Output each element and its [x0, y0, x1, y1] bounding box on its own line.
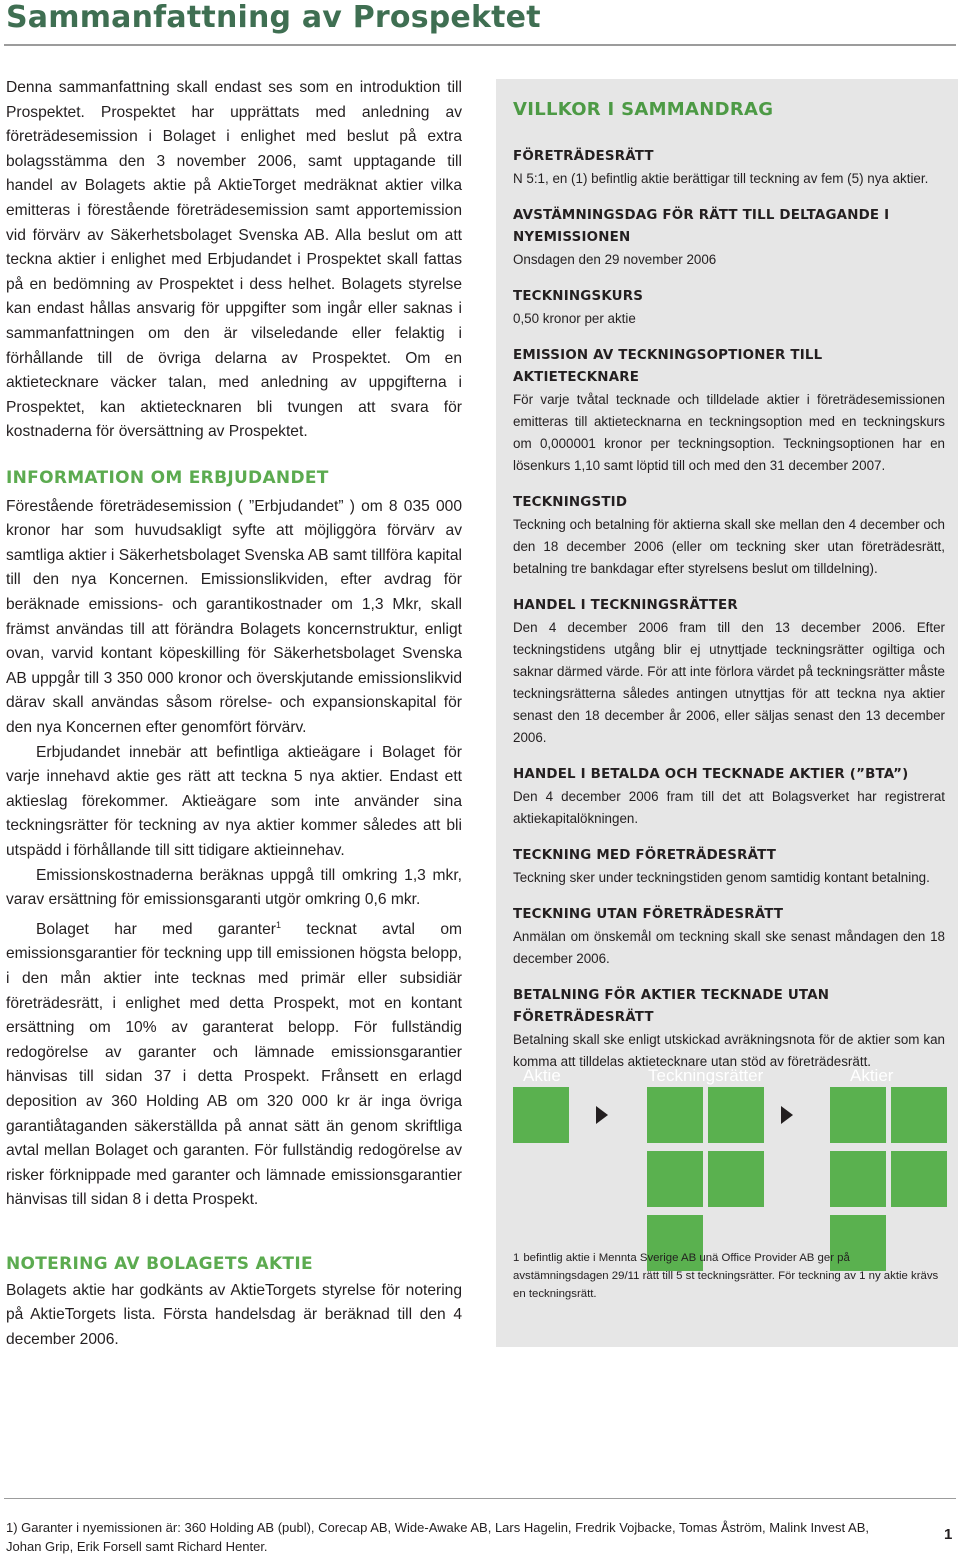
- villkor-title: VILLKOR I SAMMANDRAG: [513, 99, 774, 120]
- villkor-item-heading: HANDEL I BETALDA OCH TECKNADE AKTIER (”BTA”): [513, 767, 909, 782]
- villkor-list: [513, 146, 945, 1088]
- flow-arrow-2: [781, 1106, 793, 1124]
- flow-label-aktie: Aktie: [523, 1066, 561, 1085]
- notering-section: [6, 1252, 462, 1352]
- flow-arrow-1: [596, 1106, 608, 1124]
- flow-square-aktie: [513, 1087, 569, 1143]
- villkor-item: [513, 985, 945, 1073]
- title-divider: [4, 44, 956, 46]
- info-paragraph-3: Emissionskostnaderna beräknas uppgå till omkring 1,3 mkr, varav ersättning för emissionsgaranti utgör omkring 0,6 mkr.: [6, 866, 462, 909]
- villkor-item-text: Teckning och betalning för aktierna skall ske mellan den 4 december och den 18 december 2006 (eller om teckning sker utan företrädesrätt, betalning tre bankdagar efter styrelsens beslut om tilldelning).: [513, 517, 945, 576]
- info-p4-end: tecknat avtal om emissionsgarantier för teckning upp till emissionen högsta belopp, i den mån aktier inte tecknas med primär eller subsidiär företrädesrätt, i enlighet med detta Prospekt, mot en kontant ersättning om 10% av garanterat belopp. För fullständig redogörelse av garanter och lämnade emissionsgarantier hänvisas till sidan 37 i detta Prospekt. Frånsett en erlagd deposition av 360 Holding AB om 320 000 kr är inga övriga garantiåtaganden säkerställda på annat sätt än genom skriftliga avtal mellan Bolaget och garanten. För fullständig redogörelse av risker förknippade med garanter och lämnade emissionsgarantier hänvisas till sidan 8 i detta Prospekt.: [6, 920, 463, 1209]
- panel-footnote-text: befintlig aktie i Mennta Sverige AB unä Office Provider AB ger på avstämningsdagen 29/11 rätt till 5 st teckningsrätter. För teckning av 1 ny aktie krävs en teckningsrätt.: [513, 1252, 939, 1300]
- villkor-item-text: Den 4 december 2006 fram till det att Bolagsverket har registrerat aktiekapitalökningen.: [513, 789, 945, 826]
- villkor-item-heading: HANDEL I TECKNINGSRÄTTER: [513, 598, 738, 613]
- villkor-item-heading: FÖRETRÄDESRÄTT: [513, 149, 654, 164]
- flow-square-teckningsratt: [708, 1087, 764, 1143]
- villkor-item: [513, 492, 945, 580]
- info-paragraph-1: Förestående företrädesemission ( ”Erbjudandet” ) om 8 035 000 kronor har som huvudsakligt syfte att möjliggöra förvärv av samtliga aktier i Säkerhetsbolaget Svenska AB samt tillföra kapital till den nya Koncernen. Emissionslikviden, efter avdrag för beräknade emissions- och garantikostnader om 1,3 Mkr, skall främst användas till att förändra Bolagets koncernstruktur, enligt ovan, varvid kontant köpeskilling för Säkerhetsbolaget Svenska AB uppgår till 3 350 000 kronor och överskjutande emissionslikvid därav skall användas såsom rörelse- och expansionskapital för den nya Koncernen efter genomfört förvärv.: [6, 497, 462, 736]
- villkor-item-text: För varje tvåtal tecknade och tilldelade aktier i företrädesemissionen emitteras till aktietecknarna en teckningsoption med en teckningskurs om 0,000001 kronor per teckningsoption. Teckningsoptionen har en lösenkurs 1,10 samt löptid till och med den 31 december 2007.: [513, 392, 945, 473]
- villkor-item: [513, 595, 945, 749]
- flow-square-aktier: [891, 1087, 947, 1143]
- panel-footnote: [513, 1249, 945, 1303]
- flow-square-teckningsratt: [647, 1151, 703, 1207]
- villkor-item-heading: TECKNINGSTID: [513, 495, 628, 510]
- villkor-item-heading: TECKNINGSKURS: [513, 289, 644, 304]
- info-paragraph-2: Erbjudandet innebär att befintliga aktieägare i Bolaget för varje innehavd aktie ges rätt att teckna 5 nya aktier. Endast ett aktieslag förekommer. Aktieägare som inte använder sina teckningsrätter för teckning av nya aktier kommer således att bli utspädd i förhållande till sitt tidigare aktieinnehav.: [6, 743, 462, 859]
- footer-divider: [4, 1498, 956, 1499]
- villkor-item-text: Onsdagen den 29 november 2006: [513, 252, 717, 267]
- villkor-item: [513, 845, 945, 889]
- villkor-item: [513, 205, 945, 271]
- flow-square-aktier: [830, 1087, 886, 1143]
- panel-footnote-number: 1: [513, 1252, 520, 1264]
- villkor-item-text: 0,50 kronor per aktie: [513, 311, 636, 326]
- page-title: Sammanfattning av Prospektet: [6, 0, 541, 35]
- flow-label-aktier: Aktier: [850, 1066, 894, 1085]
- page-number: 1: [944, 1526, 953, 1543]
- villkor-item-text: N 5:1, en (1) befintlig aktie berättigar till teckning av fem (5) nya aktier.: [513, 171, 929, 186]
- page-footnote: 1) Garanter i nyemissionen är: 360 Holding AB (publ), Corecap AB, Wide-Awake AB, Lars Hagelin, Fredrik Vojbacke, Tomas Åström, Malink Invest AB, Johan Grip, Erik Forsell samt Richard Henter.: [6, 1520, 869, 1554]
- intro-section: [6, 76, 462, 445]
- villkor-item-text: Anmälan om önskemål om teckning skall ske senast måndagen den 18 december 2006.: [513, 929, 945, 966]
- villkor-item-text: Teckning sker under teckningstiden genom samtidig kontant betalning.: [513, 870, 930, 885]
- villkor-item: [513, 764, 945, 830]
- flow-label-teckningsratter: Teckningsrätter: [648, 1066, 764, 1085]
- flow-square-teckningsratt: [708, 1151, 764, 1207]
- flow-square-teckningsratt: [647, 1087, 703, 1143]
- info-section: [6, 466, 462, 1213]
- villkor-item-text: Den 4 december 2006 fram till den 13 december 2006. Efter teckningstidens utgång blir ej utnyttjade teckningsrätter ogiltiga och saknar därmed värde. För att inte förlora värdet på teckningsrätter måste teckningsrätterna således antingen utnyttjas för att teckna nya aktier senast den 18 december år 2006, eller säljas senast den 13 december 2006.: [513, 620, 945, 745]
- info-p4-footnote-ref: 1: [275, 919, 281, 930]
- villkor-item-heading: AVSTÄMNINGSDAG FÖR RÄTT TILL DELTAGANDE I NYEMISSIONEN: [513, 208, 890, 245]
- villkor-item: [513, 146, 945, 190]
- villkor-item-heading: EMISSION AV TECKNINGSOPTIONER TILL AKTIETECKNARE: [513, 348, 823, 385]
- info-heading: INFORMATION OM ERBJUDANDET: [6, 468, 329, 488]
- notering-heading: NOTERING AV BOLAGETS AKTIE: [6, 1254, 313, 1274]
- villkor-item: [513, 904, 945, 970]
- notering-text: Bolagets aktie har godkänts av AktieTorgets styrelse för notering på AktieTorgets lista. Första handelsdag är beräknad till den 4 december 2006.: [6, 1281, 462, 1348]
- info-p4-start: Bolaget har med garanter: [36, 920, 276, 938]
- flow-square-aktier: [830, 1151, 886, 1207]
- villkor-item: [513, 345, 945, 477]
- villkor-item-heading: TECKNING UTAN FÖRETRÄDESRÄTT: [513, 907, 784, 922]
- flow-square-aktier: [891, 1151, 947, 1207]
- villkor-item: [513, 286, 945, 330]
- info-paragraph-4: [6, 913, 462, 1213]
- villkor-item-heading: TECKNING MED FÖRETRÄDESRÄTT: [513, 848, 777, 863]
- villkor-item-heading: BETALNING FÖR AKTIER TECKNADE UTAN FÖRETRÄDESRÄTT: [513, 988, 830, 1025]
- villkor-item-text: Betalning skall ske enligt utskickad avräkningsnota för de aktier som kan komma att tilldelas aktietecknare utan stöd av företrädesrätt.: [513, 1032, 945, 1069]
- intro-paragraph: Denna sammanfattning skall endast ses som en introduktion till Prospektet. Prospektet har upprättats med anledning av företrädesemission i Bolaget i enlighet med beslut på extra bolagsstämma den 3 november 2006, samt upptagande till handel av Bolagets aktie på AktieTorget medräknat aktier vilka emitteras i förestående företrädesemission samt apportemission vid förvärv av Säkerhetsbolaget Svenska AB. Alla beslut om att teckna aktier i enlighet med Erbjudandet i Prospektet skall fattas på en bedömning av Prospektet i dess helhet. Bolagets styrelse kan endast hållas ansvarig för uppgifter som ingår eller saknas i sammanfattningen om den är vilseledande eller felaktig i förhållande till de övriga delarna av Prospektet. Om en aktietecknare väcker talan, med anledning av uppgifterna i Prospektet, kan aktietecknaren bli tvungen att svara för kostnaderna för översättning av Prospektet.: [6, 79, 462, 441]
